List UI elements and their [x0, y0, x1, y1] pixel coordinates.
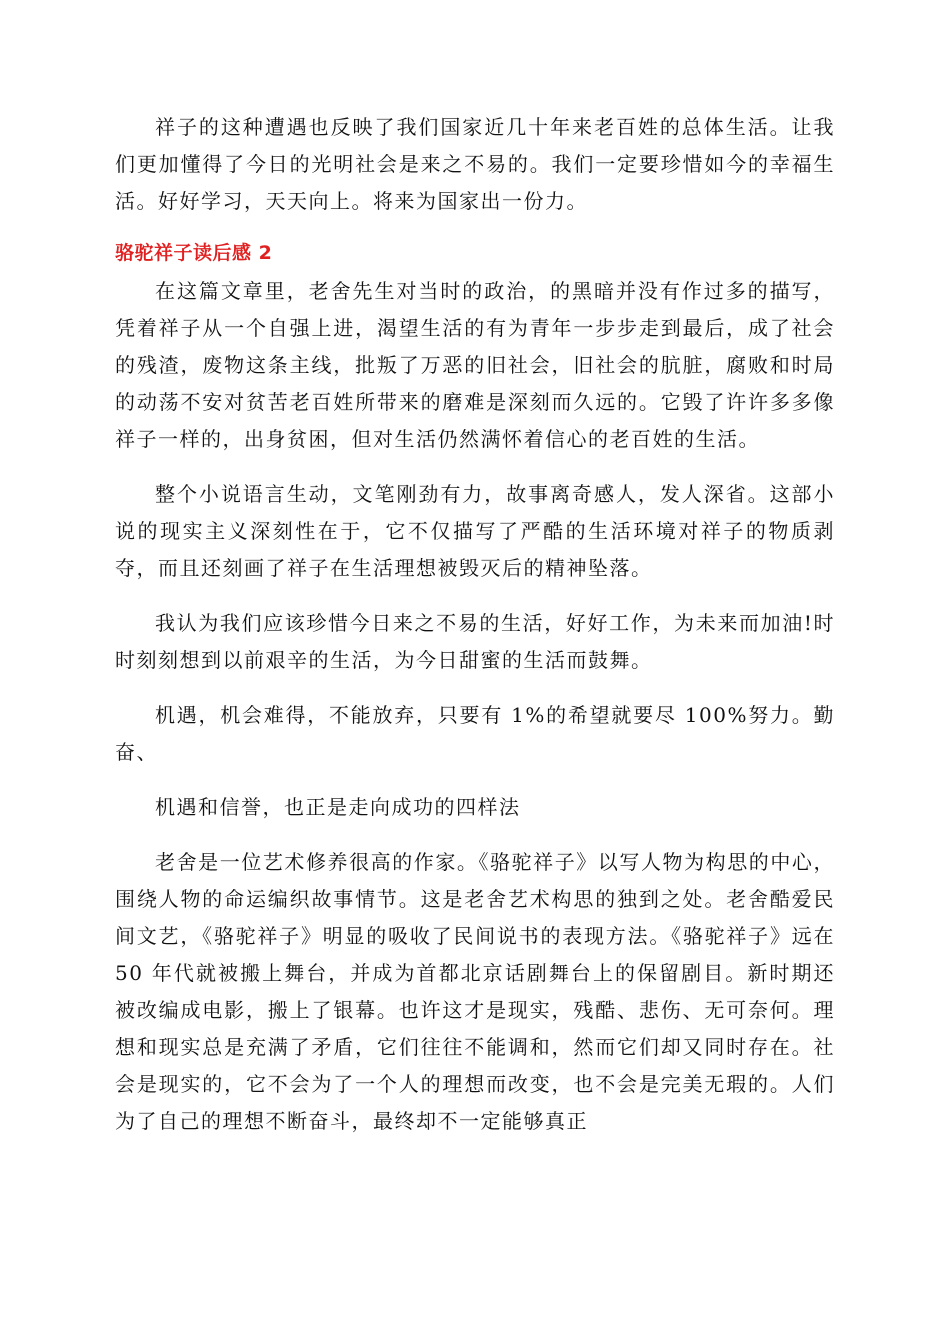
section-heading: 骆驼祥子读后感 2	[115, 242, 273, 264]
paragraph-intro: 祥子的这种遭遇也反映了我们国家近几十年来老百姓的总体生活。让我们更加懂得了今日的光明社会是来之不易的。我们一定要珍惜如今的幸福生活。好好学习，天天向上。将来为国家出一份力。	[115, 115, 835, 213]
paragraph-5: 机遇和信誉，也正是走向成功的四样法	[155, 795, 521, 819]
paragraph-1: 在这篇文章里，老舍先生对当时的政治，的黑暗并没有作过多的描写，凭着祥子从一个自强上进，渴望生活的有为青年一步步走到最后，成了社会的残渣，废物这条主线，批叛了万恶的旧社会，旧社会的肮脏，腐败和时局的动荡不安对贫苦老百姓所带来的磨难是深刻而久远的。它毁了许许多多像祥子一样的，出身贫困，但对生活仍然满怀着信心的老百姓的生活。	[115, 279, 835, 451]
paragraph-6: 老舍是一位艺术修养很高的作家。《骆驼祥子》以写人物为构思的中心，围绕人物的命运编织故事情节。这是老舍艺术构思的独到之处。老舍酷爱民间文艺，《骆驼祥子》明显的吸收了民间说书的表现方法。《骆驼祥子》远在 50 年代就被搬上舞台，并成为首都北京话剧舞台上的保留剧目。新时期还被改编成电影，搬上了银幕。也许这才是现实，残酷、悲伤、无可奈何。理想和现实总是充满了矛盾，它们往往不能调和，然而它们却又同时存在。社会是现实的，它不会为了一个人的理想而改变，也不会是完美无瑕的。人们为了自己的理想不断奋斗，最终却不一定能够真正	[115, 850, 835, 1133]
paragraph-4: 机遇，机会难得，不能放弃，只要有 1%的希望就要尽 100%努力。勤奋、	[115, 703, 835, 764]
paragraph-3: 我认为我们应该珍惜今日来之不易的生活，好好工作，为未来而加油!时时刻刻想到以前艰辛的生活，为今日甜蜜的生活而鼓舞。	[115, 611, 835, 672]
paragraph-2: 整个小说语言生动，文笔刚劲有力，故事离奇感人，发人深省。这部小说的现实主义深刻性在于，它不仅描写了严酷的生活环境对祥子的物质剥夺，而且还刻画了祥子在生活理想被毁灭后的精神坠落。	[115, 482, 835, 580]
document-page	[115, 109, 835, 1158]
